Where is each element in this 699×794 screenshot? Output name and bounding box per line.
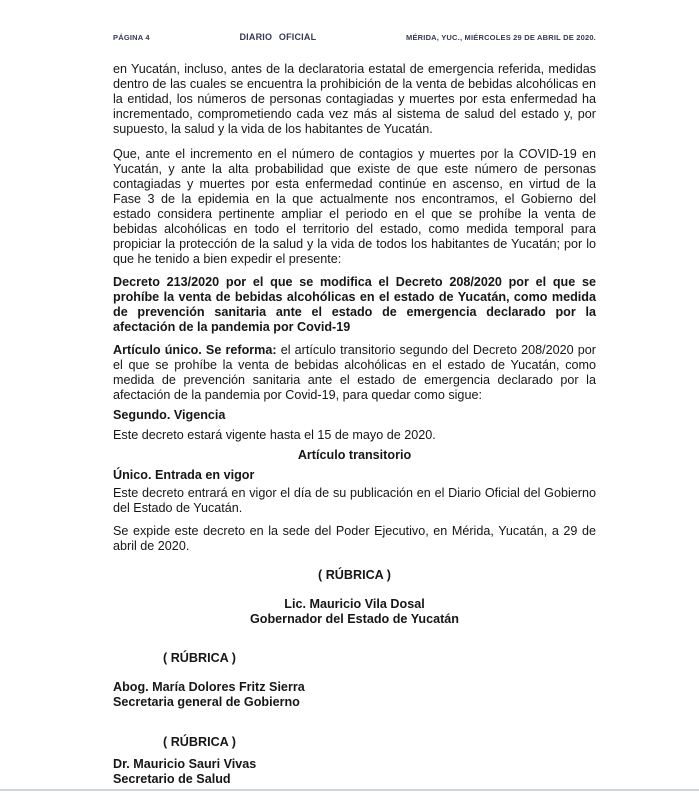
header-title: DIARIO OFICIAL — [239, 32, 317, 42]
article-unique-rest: el artículo transitorio segundo del Decreto 208/2020 por el que se prohíbe la venta de bebidas alcohólicas en el estado de Yucatán, como medida de prevención sanitaria ante el estado de emergencia declarado por la afectación de la pandemia por Covid-19, para quedar como sigue: — [113, 343, 596, 402]
signatory-title-governor: Gobernador del Estado de Yucatán — [249, 612, 459, 626]
signature-block-secretary-health — [113, 735, 596, 787]
rubrica-label-secretary-health: ( RÚBRICA ) — [163, 735, 236, 749]
article-unique-lead: Artículo único. Se reforma: — [113, 343, 277, 357]
decree-title: Decreto 213/2020 por el que se modifica el Decreto 208/2020 por el que se prohíbe la venta de bebidas alcohólicas en el estado de Yucatán, como medida de prevención sanitaria ante el estado de emergencia declarado por la afectación de la pandemia por Covid-19 — [113, 275, 596, 334]
signature-block-governor — [113, 568, 596, 627]
transitory-article-heading: Artículo transitorio — [297, 448, 412, 462]
article-unique-paragraph — [113, 343, 596, 403]
document-body — [113, 62, 596, 787]
signatory-title-secretary-health: Secretario de Salud — [113, 772, 231, 786]
unique-entry-text: Este decreto entrará en vigor el día de su publicación en el Diario Oficial del Gobierno del Estado de Yucatán. — [113, 486, 596, 515]
header-page-number: PÁGINA 4 — [113, 33, 150, 42]
rubrica-label-secretary-government: ( RÚBRICA ) — [163, 651, 236, 665]
signatory-name-secretary-government: Abog. María Dolores Fritz Sierra — [113, 680, 305, 694]
second-vigencia-heading: Segundo. Vigencia — [113, 408, 226, 422]
issue-statement: Se expide este decreto en la sede del Poder Ejecutivo, en Mérida, Yucatán, a 29 de abril de 2020. — [113, 524, 596, 553]
paragraph-justification: Que, ante el incremento en el número de contagios y muertes por la COVID-19 en Yucatán, y ante la alta probabilidad que existe de que este número de personas contagiadas y muertes por esta enfermedad continúe en ascenso, en virtud de la Fase 3 de la epidemia en la que actualmente nos encontramos, el Gobierno del estado considera pertinente ampliar el periodo en el que se prohíbe la venta de bebidas alcohólicas en todo el territorio del estado, como medida temporal para propiciar la protección de la salud y la vida de todos los habitantes de Yucatán; por lo que he tenido a bien expedir el presente: — [113, 147, 596, 266]
signatory-name-governor: Lic. Mauricio Vila Dosal — [284, 597, 425, 611]
signatory-name-secretary-health: Dr. Mauricio Sauri Vivas — [113, 757, 257, 771]
signatory-title-secretary-government: Secretaria general de Gobierno — [113, 695, 300, 709]
paragraph-context: en Yucatán, incluso, antes de la declaratoria estatal de emergencia referida, medidas dentro de las cuales se encuentra la prohibición de la venta de bebidas alcohólicas en la entidad, los números de personas contagiadas y muertes por esta enfermedad ha incrementado, comprometiendo cada vez más al sistema de salud del estado y, por supuesto, la salud y la vida de los habitantes de Yucatán. — [113, 62, 596, 136]
unique-entry-heading: Único. Entrada en vigor — [113, 468, 255, 482]
second-vigencia-text: Este decreto estará vigente hasta el 15 de mayo de 2020. — [113, 428, 436, 442]
footer-divider-line — [0, 789, 699, 791]
header-date: MÉRIDA, YUC., MIÉRCOLES 29 DE ABRIL DE 2020. — [406, 33, 596, 42]
signature-block-secretary-government — [113, 651, 596, 710]
page-header — [113, 32, 596, 42]
rubrica-label-governor: ( RÚBRICA ) — [318, 568, 391, 582]
